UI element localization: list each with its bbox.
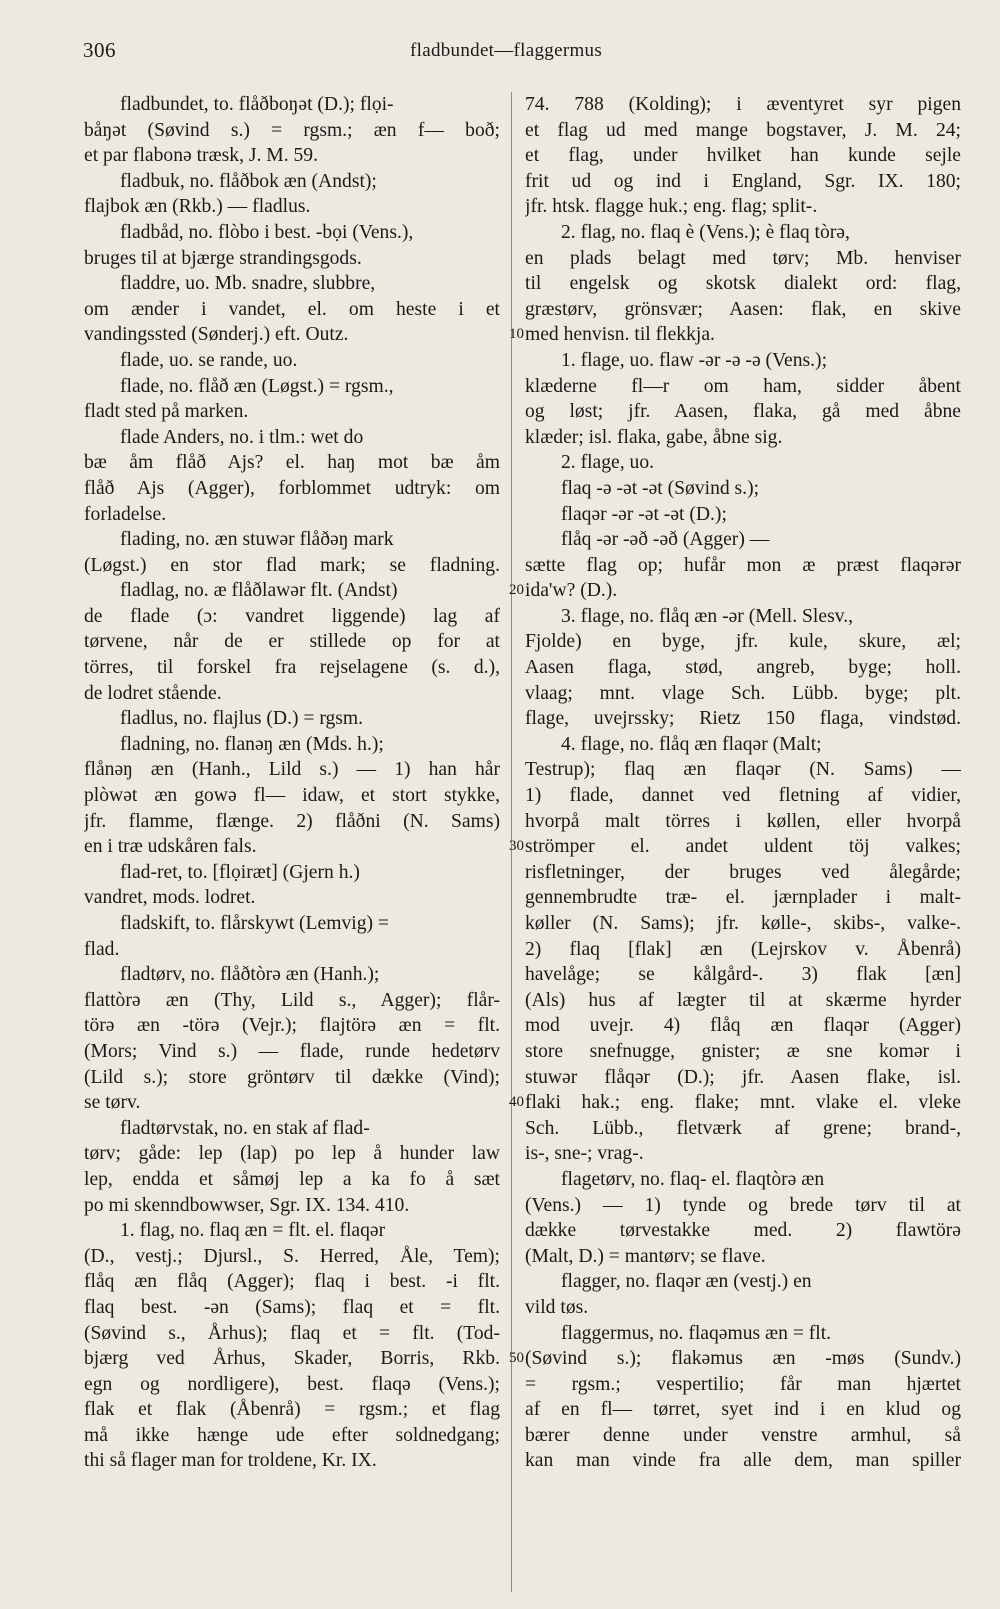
right-column-line: et flag, under hvilket han kunde sejle <box>525 145 961 167</box>
right-column-line: hvorpå malt törres i køllen, eller hvorpå <box>525 810 961 832</box>
left-column-line: fladbuk, no. flåðbok æn (Andst); <box>120 170 377 192</box>
left-column-line: forladelse. <box>84 503 167 525</box>
left-column-line: fladlus, no. flajlus (D.) = rgsm. <box>120 708 364 730</box>
left-column-line: fladning, no. flanəŋ æn (Mds. h.); <box>120 733 384 755</box>
left-column <box>84 92 500 1474</box>
right-column-line: flaqər -ər -ət -ət (D.); <box>561 503 727 525</box>
right-column-line: vlaag; mnt. vlage Sch. Lübb. byge; plt. <box>525 682 961 704</box>
right-column-line: ida'w? (D.). <box>525 580 618 602</box>
right-column-line: flaki hak.; eng. flake; mnt. vlake el. vleke <box>525 1092 961 1114</box>
left-column-line: törə æn -törə (Vejr.); flajtörə æn = flt. <box>84 1015 500 1037</box>
right-column-line: frit ud og ind i England, Sgr. IX. 180; <box>525 170 961 192</box>
line-number: 50 <box>509 1350 524 1367</box>
right-column-line: vild tøs. <box>525 1296 589 1318</box>
left-column-line: flattòrə æn (Thy, Lild s., Agger); flår- <box>84 989 500 1011</box>
right-column-line: med henvisn. til flekkja. <box>525 324 715 346</box>
left-column-line: flading, no. æn stuwər flåðəŋ mark <box>120 529 394 551</box>
right-column-line: havelåge; se kålgård-. 3) flak [æn] <box>525 964 961 986</box>
left-column-line: flad. <box>84 938 120 960</box>
page-number: 306 <box>83 38 116 62</box>
left-column-line: fladdre, uo. Mb. snadre, slubbre, <box>120 273 376 295</box>
right-column-line: Fjolde) en byge, jfr. kule, skure, æl; <box>525 631 961 653</box>
left-column-line: fladtørvstak, no. en stak af flad- <box>120 1117 370 1139</box>
right-column-line: = rgsm.; vespertilio; får man hjærtet <box>525 1373 961 1395</box>
right-column-line: en plads belagt med tørv; Mb. henviser <box>525 247 961 269</box>
left-column-line: 1. flag, no. flaq æn = flt. el. flaqər <box>120 1220 386 1242</box>
left-column-line: lep, endda et såmøj lep a ka fo å sæt <box>84 1168 500 1190</box>
left-column-line: vandingssted (Sønderj.) eft. Outz. <box>84 324 349 346</box>
right-column-line: 74. 788 (Kolding); i æventyret syr pigen <box>525 94 961 115</box>
left-column-line: bjærg ved Århus, Skader, Borris, Rkb. <box>84 1348 500 1370</box>
right-column-line: is-, sne-; vrag-. <box>525 1143 644 1165</box>
left-column-line: vandret, mods. lodret. <box>84 887 256 909</box>
left-column-line: (Lild s.); store gröntørv til dække (Vind); <box>84 1066 500 1088</box>
left-column-line: (D., vestj.; Djursl., S. Herred, Åle, Tem); <box>84 1245 500 1267</box>
left-column-line: flajbok æn (Rkb.) — fladlus. <box>84 196 311 218</box>
right-column-line: gennembrudte træ- el. jærnplader i malt- <box>525 887 961 909</box>
left-column-line: de flade (ɔ: vandret liggende) lag af <box>84 605 500 627</box>
right-column-line: 1. flage, uo. flaw -ər -ə -ə (Vens.); <box>561 349 828 371</box>
right-column-line: flagetørv, no. flaq- el. flaqtòrə æn <box>561 1168 825 1190</box>
right-column-line: kan man vinde fra alle dem, man spiller <box>525 1450 961 1472</box>
right-column-line: 2) flaq [flak] æn (Lejrskov v. Åbenrå) <box>525 938 961 960</box>
left-column-line: fladt sted på marken. <box>84 401 249 423</box>
left-column-line: jfr. flamme, flænge. 2) flåðni (N. Sams) <box>84 810 500 832</box>
left-column-line: flånəŋ æn (Hanh., Lild s.) — 1) han hår <box>84 759 500 781</box>
page-header <box>0 38 1000 70</box>
right-column-line: jfr. htsk. flagge huk.; eng. flag; split-. <box>525 196 818 218</box>
right-column-line: sætte flag op; hufår mon æ præst flaqərər <box>525 554 961 576</box>
right-column-line: flaggermus, no. flaqəmus æn = flt. <box>561 1322 832 1344</box>
right-column-line: køller (N. Sams); jfr. kølle-, skibs-, valke-. <box>525 913 961 934</box>
left-column-line: de lodret stående. <box>84 682 222 704</box>
left-column-line: (Mors; Vind s.) — flade, runde hedetørv <box>84 1040 500 1062</box>
left-column-line: fladtørv, no. flåðtòrə æn (Hanh.); <box>120 964 380 986</box>
right-column-line: Sch. Lübb., fletværk af grene; brand-, <box>525 1117 961 1139</box>
left-column-line: po mi skenndbowwser, Sgr. IX. 134. 410. <box>84 1194 410 1216</box>
running-head: fladbundet—flaggermus <box>410 40 603 61</box>
right-column-line: 3. flage, no. flåq æn -ər (Mell. Slesv., <box>561 605 854 627</box>
line-number: 30 <box>509 838 524 855</box>
right-column-line: græstørv, grönsvær; Aasen: flak, en skive <box>525 298 961 320</box>
left-column-line: flade, uo. se rande, uo. <box>120 349 298 371</box>
right-column-line: 2. flag, no. flaq è (Vens.); è flaq tòrə, <box>561 221 850 243</box>
left-column-line: en i træ udskåren fals. <box>84 836 257 858</box>
left-column-line: må ikke hænge ude efter soldnedgang; <box>84 1424 500 1446</box>
left-column-line: flade Anders, no. i tlm.: wet do <box>120 426 364 448</box>
left-column-line: (Søvind s., Århus); flaq et = flt. (Tod- <box>84 1322 500 1344</box>
right-column-line: flaq -ə -ət -ət (Søvind s.); <box>561 477 760 499</box>
line-number: 20 <box>509 582 524 599</box>
left-column-line: bæ åm flåð Ajs? el. haŋ mot bæ åm <box>84 452 500 474</box>
left-column-line: flåq æn flåq (Agger); flaq i best. -i flt. <box>84 1271 500 1293</box>
right-column-line: risfletninger, der bruges ved ålegårde; <box>525 861 961 883</box>
left-column-line: fladbåd, no. flòbo i best. -bọi (Vens.), <box>120 221 414 243</box>
right-column-line: og løst; jfr. Aasen, flaka, gå med åbne <box>525 401 961 423</box>
left-column-line: bruges til at bjærge strandingsgods. <box>84 247 362 269</box>
left-column-line: et par flabonə træsk, J. M. 59. <box>84 145 318 167</box>
right-column-line: flage, uvejrssky; Rietz 150 flaga, vindstød. <box>525 708 961 730</box>
left-column-line: båŋət (Søvind s.) = rgsm.; æn f— boð; <box>84 119 500 141</box>
left-column-line: fladskift, to. flårskywt (Lemvig) = <box>120 913 389 934</box>
left-column-line: tørvene, når de er stillede op for at <box>84 631 500 653</box>
right-column-line: til engelsk og skotsk dialekt ord: flag, <box>525 273 961 295</box>
right-column <box>525 92 961 1474</box>
left-column-line: flad-ret, to. [flọiræt] (Gjern h.) <box>120 861 360 883</box>
right-column-line: (Als) hus af lægter til at skærme hyrder <box>525 989 961 1011</box>
right-column-line: dække tørvestakke med. 2) flawtörə <box>525 1220 961 1242</box>
right-column-line: Aasen flaga, stød, angreb, byge; holl. <box>525 657 961 679</box>
right-column-line: bærer denne under venstre armhul, så <box>525 1424 961 1446</box>
right-column-line: 4. flage, no. flåq æn flaqər (Malt; <box>561 733 822 755</box>
right-column-line: (Søvind s.); flakəmus æn -møs (Sundv.) <box>525 1348 961 1370</box>
left-column-line: tørv; gåde: lep (lap) po lep å hunder law <box>84 1143 500 1165</box>
left-column-line: flaq best. -ən (Sams); flaq et = flt. <box>84 1296 500 1318</box>
left-column-line: thi så flager man for troldene, Kr. IX. <box>84 1450 377 1472</box>
left-column-line: om ænder i vandet, el. om heste i et <box>84 298 500 320</box>
left-column-line: plòwət æn gowə fl— idaw, et stort stykke, <box>84 785 500 807</box>
left-column-line: flåð Ajs (Agger), forblommet udtryk: om <box>84 477 500 499</box>
right-column-line: stuwər flåqər (D.); jfr. Aasen flake, isl. <box>525 1066 961 1088</box>
left-column-line: (Løgst.) en stor flad mark; se fladning. <box>84 554 500 576</box>
line-number: 40 <box>509 1094 524 1111</box>
left-column-line: törres, til forskel fra rejselagene (s. d.), <box>84 657 500 679</box>
right-column-line: flagger, no. flaqər æn (vestj.) en <box>561 1271 812 1293</box>
left-column-line: flade, no. flåð æn (Løgst.) = rgsm., <box>120 375 394 397</box>
right-column-line: Testrup); flaq æn flaqər (N. Sams) — <box>525 759 961 781</box>
right-column-line: et flag ud med mange bogstaver, J. M. 24; <box>525 119 961 141</box>
left-column-line: fladbundet, to. flåðboŋət (D.); flọi- <box>120 94 394 115</box>
right-column-line: 2. flage, uo. <box>561 452 655 474</box>
right-column-line: 1) flade, dannet ved fletning af vidier, <box>525 785 961 807</box>
left-column-line: egn og nordligere), best. flaqə (Vens.); <box>84 1373 500 1395</box>
right-column-line: (Malt, D.) = mantørv; se flave. <box>525 1245 766 1267</box>
right-column-line: af en fl— tørret, syet ind i en klud og <box>525 1399 961 1421</box>
right-column-line: klæderne fl—r om ham, sidder åbent <box>525 375 961 397</box>
right-column-line: store snefnugge, gnister; æ sne komər i <box>525 1040 961 1062</box>
right-column-line: mod uvejr. 4) flåq æn flaqər (Agger) <box>525 1015 961 1037</box>
right-column-line: flåq -ər -əð -əð (Agger) — <box>561 529 770 551</box>
left-column-line: se tørv. <box>84 1092 141 1114</box>
right-column-line: strömper el. andet uldent töj valkes; <box>525 836 961 858</box>
right-column-line: (Vens.) — 1) tynde og brede tørv til at <box>525 1194 961 1216</box>
left-column-line: fladlag, no. æ flåðlawər flt. (Andst) <box>120 580 398 602</box>
line-number: 10 <box>509 326 524 343</box>
left-column-line: flak et flak (Åbenrå) = rgsm.; et flag <box>84 1399 500 1421</box>
right-column-line: klæder; isl. flaka, gabe, åbne sig. <box>525 426 783 448</box>
